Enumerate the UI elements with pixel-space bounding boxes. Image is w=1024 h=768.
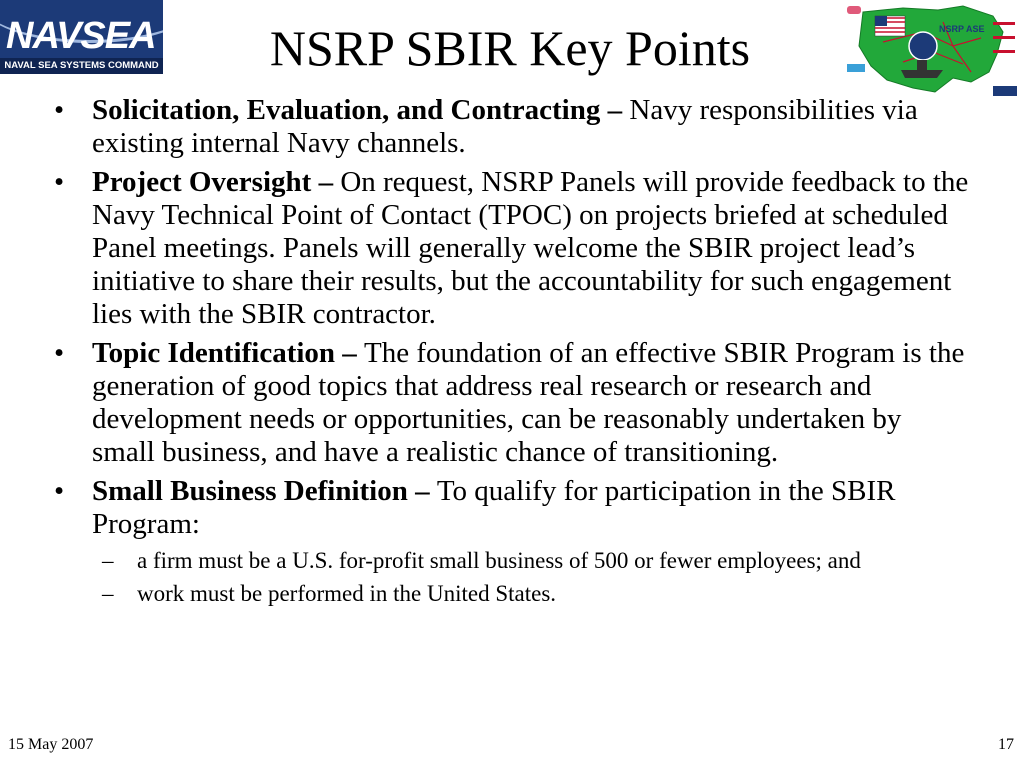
navsea-logo-subtitle: NAVAL SEA SYSTEMS COMMAND: [0, 58, 163, 74]
bullet-dash: –: [407, 475, 437, 507]
sub-bullet-item: [50, 547, 970, 574]
bullet-item: [50, 475, 970, 541]
us-map-graphic: [843, 2, 1024, 103]
sub-bullet-dash: –: [102, 581, 114, 606]
bullet-dash: –: [311, 166, 341, 198]
bullet-text: To qualify for participation in the SBIR Program:: [92, 475, 896, 540]
sub-bullet-dash: –: [102, 548, 114, 573]
bullet-text: On request, NSRP Panels will provide feedback to the Navy Technical Point of Contact (TPOC) on projects briefed at scheduled Panel meetings. Panels will generally welcome the SBIR project lead’s initiative to share their results, but the accountability for such engagement lies with the SBIR contractor.: [92, 166, 969, 330]
sub-bullet-text: work must be performed in the United States.: [137, 581, 557, 606]
navsea-logo-word: NAVSEA: [6, 15, 156, 57]
sub-bullet-item: [50, 580, 970, 607]
bullet-dot: •: [54, 475, 65, 507]
bullet-text: Navy responsibilities via existing internal Navy channels.: [92, 94, 918, 159]
sub-bullet-text: a firm must be a U.S. for-profit small business of 500 or fewer employees; and: [137, 548, 861, 573]
page-number: 17: [998, 736, 1014, 753]
bullet-dot: •: [54, 166, 65, 198]
bullet-item: [50, 337, 970, 469]
bullet-heading: Small Business Definition: [92, 475, 408, 507]
bullet-item: [50, 166, 970, 331]
bullet-heading: Solicitation, Evaluation, and Contracting: [92, 94, 601, 126]
bullet-heading: Project Oversight: [92, 166, 312, 198]
nsrp-ase-label: NSRP ASE: [939, 24, 985, 34]
nsrp-ase-logo: [843, 2, 1024, 103]
bullet-heading: Topic Identification: [92, 337, 336, 369]
bullet-dot: •: [54, 337, 65, 369]
slide-body: [50, 94, 970, 613]
bullet-dash: –: [335, 337, 365, 369]
slide-title: NSRP SBIR Key Points: [269, 20, 751, 76]
bullet-text: The foundation of an effective SBIR Program is the generation of good topics that address real research or research and development needs or opportunities, can be reasonably undertaken by small business, and have a realistic chance of transitioning.: [92, 337, 965, 468]
bullet-dash: –: [600, 94, 630, 126]
bullet-dot: •: [54, 94, 65, 126]
footer-date: 15 May 2007: [8, 736, 94, 753]
navsea-logo: [0, 0, 163, 74]
bullet-item: [50, 94, 970, 160]
